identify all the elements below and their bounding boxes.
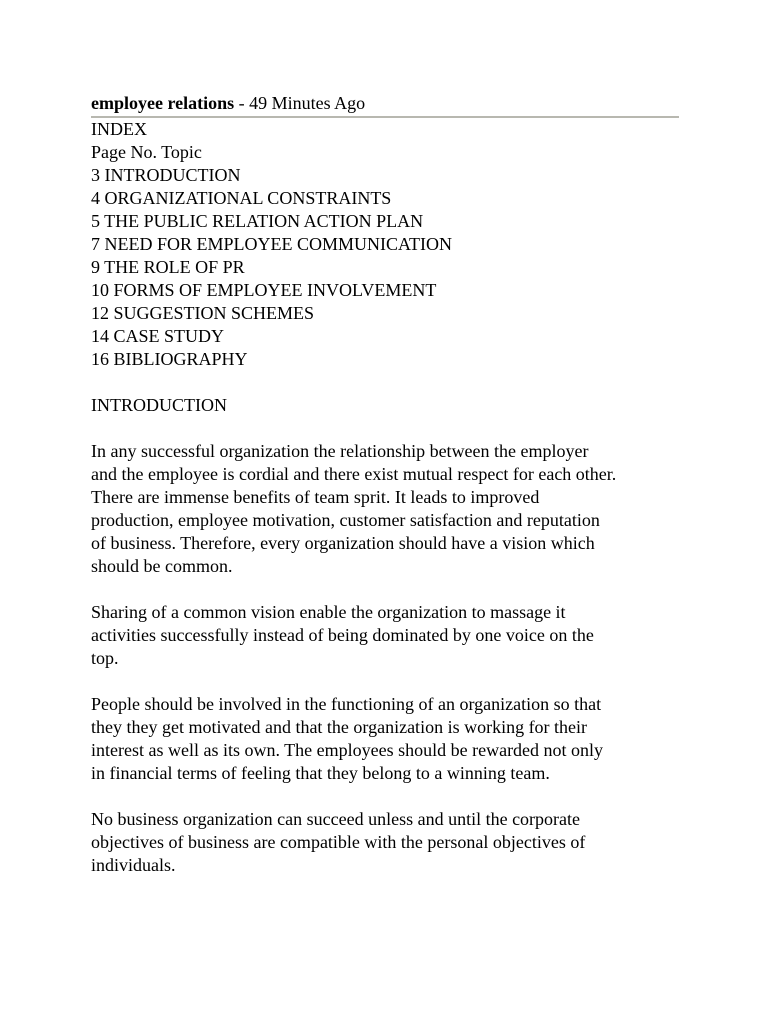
index-entry: 9 THE ROLE OF PR (91, 257, 245, 277)
index-entry: 16 BIBLIOGRAPHY (91, 349, 248, 369)
topic-title[interactable]: employee relations (91, 93, 235, 113)
index-entry: 7 NEED FOR EMPLOYEE COMMUNICATION (91, 234, 453, 254)
document-page (91, 92, 691, 877)
paragraph-line: objectives of business are compatible with the personal objectives of (91, 832, 586, 852)
paragraph-line: in financial terms of feeling that they belong to a winning team. (91, 763, 550, 783)
paragraph-line: they they get motivated and that the organization is working for their (91, 717, 588, 737)
paragraph-line: Sharing of a common vision enable the organization to massage it (91, 602, 566, 622)
index-entry: 3 INTRODUCTION (91, 165, 241, 185)
index-entry: 5 THE PUBLIC RELATION ACTION PLAN (91, 211, 424, 231)
paragraph-line: In any successful organization the relationship between the employer (91, 441, 589, 461)
section-heading: INTRODUCTION (91, 395, 227, 415)
paragraph (91, 601, 691, 670)
paragraph-line: should be common. (91, 556, 233, 576)
paragraph-line: interest as well as its own. The employees should be rewarded not only (91, 740, 604, 760)
header-separator: - (234, 93, 250, 113)
introduction-section (91, 394, 691, 877)
paragraph-line: and the employee is cordial and there exist mutual respect for each other. (91, 464, 617, 484)
paragraph-line: of business. Therefore, every organization should have a vision which (91, 533, 595, 553)
paragraph-line: activities successfully instead of being dominated by one voice on the (91, 625, 594, 645)
index-section (91, 118, 691, 371)
timestamp: 49 Minutes Ago (249, 93, 366, 113)
paragraph-line: individuals. (91, 855, 176, 875)
index-list (91, 164, 691, 371)
index-entry: 10 FORMS OF EMPLOYEE INVOLVEMENT (91, 280, 437, 300)
paragraph (91, 693, 691, 785)
paragraph-line: top. (91, 648, 119, 668)
paragraph (91, 440, 691, 578)
index-entry: 14 CASE STUDY (91, 326, 225, 346)
index-column-header: Page No. Topic (91, 142, 202, 162)
paragraph (91, 808, 691, 877)
paragraph-line: There are immense benefits of team sprit. It leads to improved (91, 487, 540, 507)
index-title: INDEX (91, 119, 147, 139)
paragraph-line: People should be involved in the functioning of an organization so that (91, 694, 602, 714)
document-header (91, 92, 691, 115)
index-entry: 4 ORGANIZATIONAL CONSTRAINTS (91, 188, 392, 208)
index-entry: 12 SUGGESTION SCHEMES (91, 303, 315, 323)
paragraph-line: No business organization can succeed unless and until the corporate (91, 809, 581, 829)
paragraph-line: production, employee motivation, customer satisfaction and reputation (91, 510, 600, 530)
